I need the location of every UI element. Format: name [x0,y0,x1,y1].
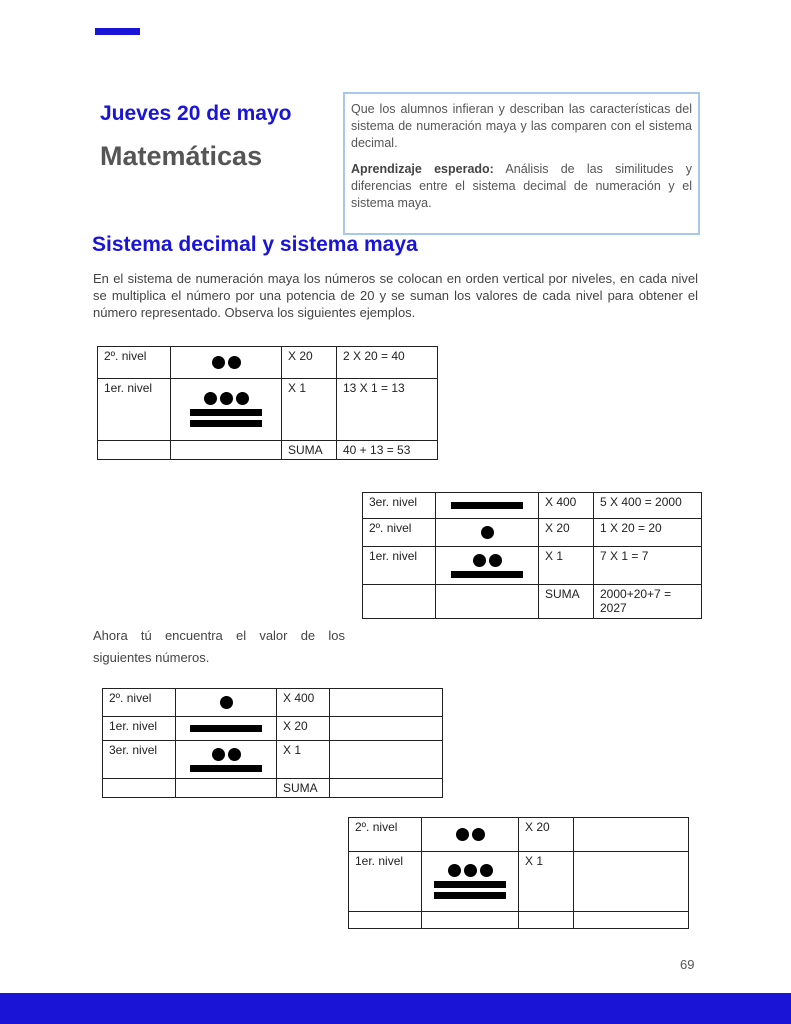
sum-answer-cell[interactable] [574,912,689,929]
expected-learning [351,161,692,212]
maya-dot [228,356,241,369]
maya-numeral [436,547,539,585]
maya-bar [434,892,506,899]
multiplier: X 20 [519,818,574,852]
level-label: 3er. nivel [363,493,436,519]
maya-numeral [176,689,277,717]
level-label: 3er. nivel [103,741,176,779]
purpose-box [343,92,700,235]
maya-bar [190,765,262,772]
multiplier: X 20 [539,519,594,547]
result: 13 X 1 = 13 [337,379,438,441]
level-label: 1er. nivel [363,547,436,585]
sum-label: SUMA [277,779,330,798]
maya-one-bar [436,502,538,509]
maya-one-dot [176,696,276,709]
maya-numeral [176,741,277,779]
maya-bar [190,409,262,416]
maya-numeral [436,493,539,519]
sum-value: 2000+20+7 = 2027 [594,585,702,619]
maya-two-dots-one-bar [176,748,276,772]
purpose-text: Que los alumnos infieran y describan las características del sistema de numeración maya y las comparen con el sistema decimal. [351,102,692,150]
multiplier: X 20 [277,717,330,741]
empty-cell [422,912,519,929]
empty-cell [436,585,539,619]
expected-learning-label: Aprendizaje esperado: [351,162,494,176]
maya-one-bar [176,725,276,732]
level-label: 2º. nivel [103,689,176,717]
answer-cell[interactable] [330,741,443,779]
multiplier: X 400 [277,689,330,717]
maya-numeral [171,347,282,379]
result: 1 X 20 = 20 [594,519,702,547]
bottom-accent-bar [0,993,791,1024]
maya-three-dots-two-bars [422,864,518,899]
example-table-1 [97,346,438,460]
level-label: 2º. nivel [349,818,422,852]
result: 5 X 400 = 2000 [594,493,702,519]
maya-numeral [171,379,282,441]
multiplier: X 400 [539,493,594,519]
level-label: 1er. nivel [103,717,176,741]
result: 2 X 20 = 40 [337,347,438,379]
maya-two-dots-one-bar [436,554,538,578]
maya-dot [220,392,233,405]
empty-cell [349,912,422,929]
empty-cell [103,779,176,798]
maya-numeral [176,717,277,741]
answer-cell[interactable] [330,717,443,741]
exercise-prompt: Ahora tú encuentra el valor de los siguientes números. [93,628,345,665]
multiplier: X 1 [539,547,594,585]
empty-cell [363,585,436,619]
top-accent-bar [95,28,140,35]
sum-label: SUMA [539,585,594,619]
maya-dot [228,748,241,761]
maya-two-dots [422,828,518,841]
maya-dot [481,526,494,539]
section-title: Sistema decimal y sistema maya [92,233,418,256]
multiplier: X 20 [282,347,337,379]
exercise-table-2 [348,817,689,929]
sum-answer-cell[interactable] [330,779,443,798]
maya-dot [472,828,485,841]
maya-dot [212,748,225,761]
maya-bar [190,725,262,732]
maya-two-dots [171,356,281,369]
sum-label: SUMA [282,441,337,460]
result: 7 X 1 = 7 [594,547,702,585]
subject-title: Matemáticas [100,141,263,171]
multiplier: X 1 [282,379,337,441]
maya-numeral [422,852,519,912]
day-title: Jueves 20 de mayo [100,102,292,125]
maya-dot [473,554,486,567]
expected-learning-text: Análisis de las similitudes y diferencias entre el sistema decimal de numeración y el sistema maya. [351,162,692,210]
maya-dot [204,392,217,405]
sum-value: 40 + 13 = 53 [337,441,438,460]
answer-cell[interactable] [574,852,689,912]
level-label: 2º. nivel [98,347,171,379]
maya-dot [448,864,461,877]
maya-dot [212,356,225,369]
multiplier: X 1 [277,741,330,779]
maya-bar [434,881,506,888]
maya-three-dots-two-bars [171,392,281,427]
maya-dot [464,864,477,877]
maya-bar [451,571,523,578]
exercise-table-1 [102,688,443,798]
multiplier: X 1 [519,852,574,912]
maya-dot [456,828,469,841]
answer-cell[interactable] [574,818,689,852]
level-label: 1er. nivel [98,379,171,441]
maya-numeral [422,818,519,852]
example-table-2 [362,492,702,619]
answer-cell[interactable] [330,689,443,717]
maya-bar [190,420,262,427]
level-label: 1er. nivel [349,852,422,912]
maya-numeral [436,519,539,547]
page-number: 69 [680,957,695,972]
empty-cell [171,441,282,460]
maya-dot [236,392,249,405]
maya-dot [489,554,502,567]
maya-dot [480,864,493,877]
empty-cell [176,779,277,798]
intro-paragraph: En el sistema de numeración maya los números se colocan en orden vertical por niveles, en cada nivel se multiplica el número por una potencia de 20 y se suman los valores de cada nivel para obtener el número representado. Observa los siguientes ejemplos. [93,271,698,320]
sum-label [519,912,574,929]
empty-cell [98,441,171,460]
maya-bar [451,502,523,509]
level-label: 2º. nivel [363,519,436,547]
maya-one-dot [436,526,538,539]
maya-dot [220,696,233,709]
